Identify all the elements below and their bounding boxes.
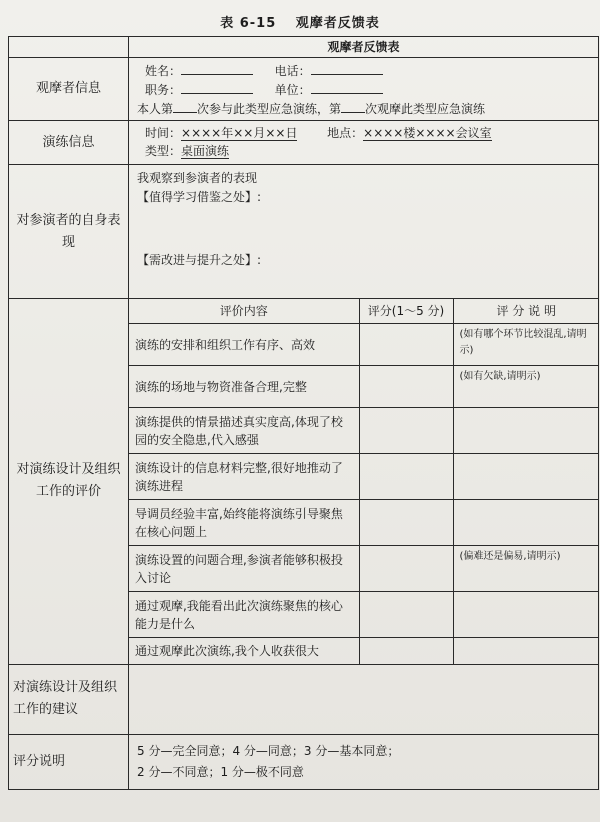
criterion-text: 通过观摩,我能看出此次演练聚焦的核心能力是什么 [129,592,359,638]
evaluation-cell [129,299,599,665]
table-row [129,366,599,408]
note-hint[interactable]: (如有哪个环节比较混乱,请明示) [453,324,599,366]
self-performance-cell[interactable] [129,165,599,299]
participation-suffix: 次观摩此类型应急演练 [365,102,486,116]
score-explanation-line-2: 2 分—不同意；1 分—极不同意 [137,764,304,779]
table-row [129,638,599,664]
participation-middle: 次参与此类型应急演练，第 [197,102,342,116]
time-value: ××××年××月××日 [181,126,298,140]
score-explanation-cell [129,734,599,789]
note-hint[interactable] [453,500,599,546]
note-hint[interactable] [453,408,599,454]
observation-intro: 我观察到参演者的表现 [137,171,258,185]
title-label: 职务： [145,83,182,97]
criterion-text: 演练设计的信息材料完整,很好地推动了演练进程 [129,454,359,500]
score-field[interactable] [359,366,453,408]
name-label: 姓名： [145,64,182,78]
form-title: 观摩者反馈表 [129,37,599,58]
observer-info-label: 观摩者信息 [9,58,129,121]
criterion-text: 导调员经验丰富,始终能将演练引导聚焦在核心问题上 [129,500,359,546]
table-number: 表 6-15 [220,16,277,31]
table-caption-title: 观摩者反馈表 [295,16,380,31]
drill-info-cell [129,121,599,165]
observer-info-cell [129,58,599,121]
table-row [129,592,599,638]
improve-points-heading: 【需改进与提升之处】: [137,253,262,267]
score-explanation-line-1: 5 分—完全同意；4 分—同意；3 分—基本同意； [137,743,400,758]
score-explanation-label: 评分说明 [9,734,129,789]
feedback-form-table [8,36,599,790]
participation-count-field[interactable] [173,99,197,113]
good-points-heading: 【值得学习借鉴之处】: [137,190,262,204]
note-hint[interactable] [453,592,599,638]
score-field[interactable] [359,500,453,546]
criterion-text: 演练的场地与物资准备合理,完整 [129,366,359,408]
place-value: ××××楼××××会议室 [363,126,492,140]
unit-field[interactable] [311,80,383,94]
criterion-text: 演练提供的情景描述真实度高,体现了校园的安全隐患,代入感强 [129,408,359,454]
type-label: 类型： [145,144,182,158]
score-field[interactable] [359,592,453,638]
table-caption [0,12,600,31]
time-label: 时间： [145,126,182,140]
evaluation-table [129,299,599,664]
drill-info-label: 演练信息 [9,121,129,165]
name-field[interactable] [181,61,253,75]
table-row [129,500,599,546]
criterion-text: 通过观摩此次演练,我个人收获很大 [129,638,359,664]
table-row [129,408,599,454]
score-field[interactable] [359,408,453,454]
participation-prefix: 本人第 [137,102,174,116]
phone-label: 电话： [274,64,311,78]
unit-label: 单位： [274,83,311,97]
type-value: 桌面演练 [181,144,230,158]
place-label: 地点： [327,126,364,140]
header-content: 评价内容 [129,299,359,324]
note-hint[interactable]: (如有欠缺,请明示) [453,366,599,408]
score-field[interactable] [359,324,453,366]
suggestions-label: 对演练设计及组织工作的建议 [9,664,129,734]
table-row [129,546,599,592]
phone-field[interactable] [311,61,383,75]
note-hint[interactable] [453,454,599,500]
title-field[interactable] [181,80,253,94]
criterion-text: 演练设置的问题合理,参演者能够积极投入讨论 [129,546,359,592]
header-score: 评分(1～5 分) [359,299,453,324]
score-field[interactable] [359,638,453,664]
table-row [129,454,599,500]
table-row [129,324,599,366]
evaluation-label: 对演练设计及组织工作的评价 [9,299,129,665]
note-hint[interactable]: (偏难还是偏易,请明示) [453,546,599,592]
criterion-text: 演练的安排和组织工作有序、高效 [129,324,359,366]
header-note: 评 分 说 明 [453,299,599,324]
note-hint[interactable] [453,638,599,664]
score-field[interactable] [359,546,453,592]
self-performance-label: 对参演者的自身表现 [9,165,129,299]
score-field[interactable] [359,454,453,500]
observation-count-field[interactable] [341,99,365,113]
suggestions-field[interactable] [129,664,599,734]
